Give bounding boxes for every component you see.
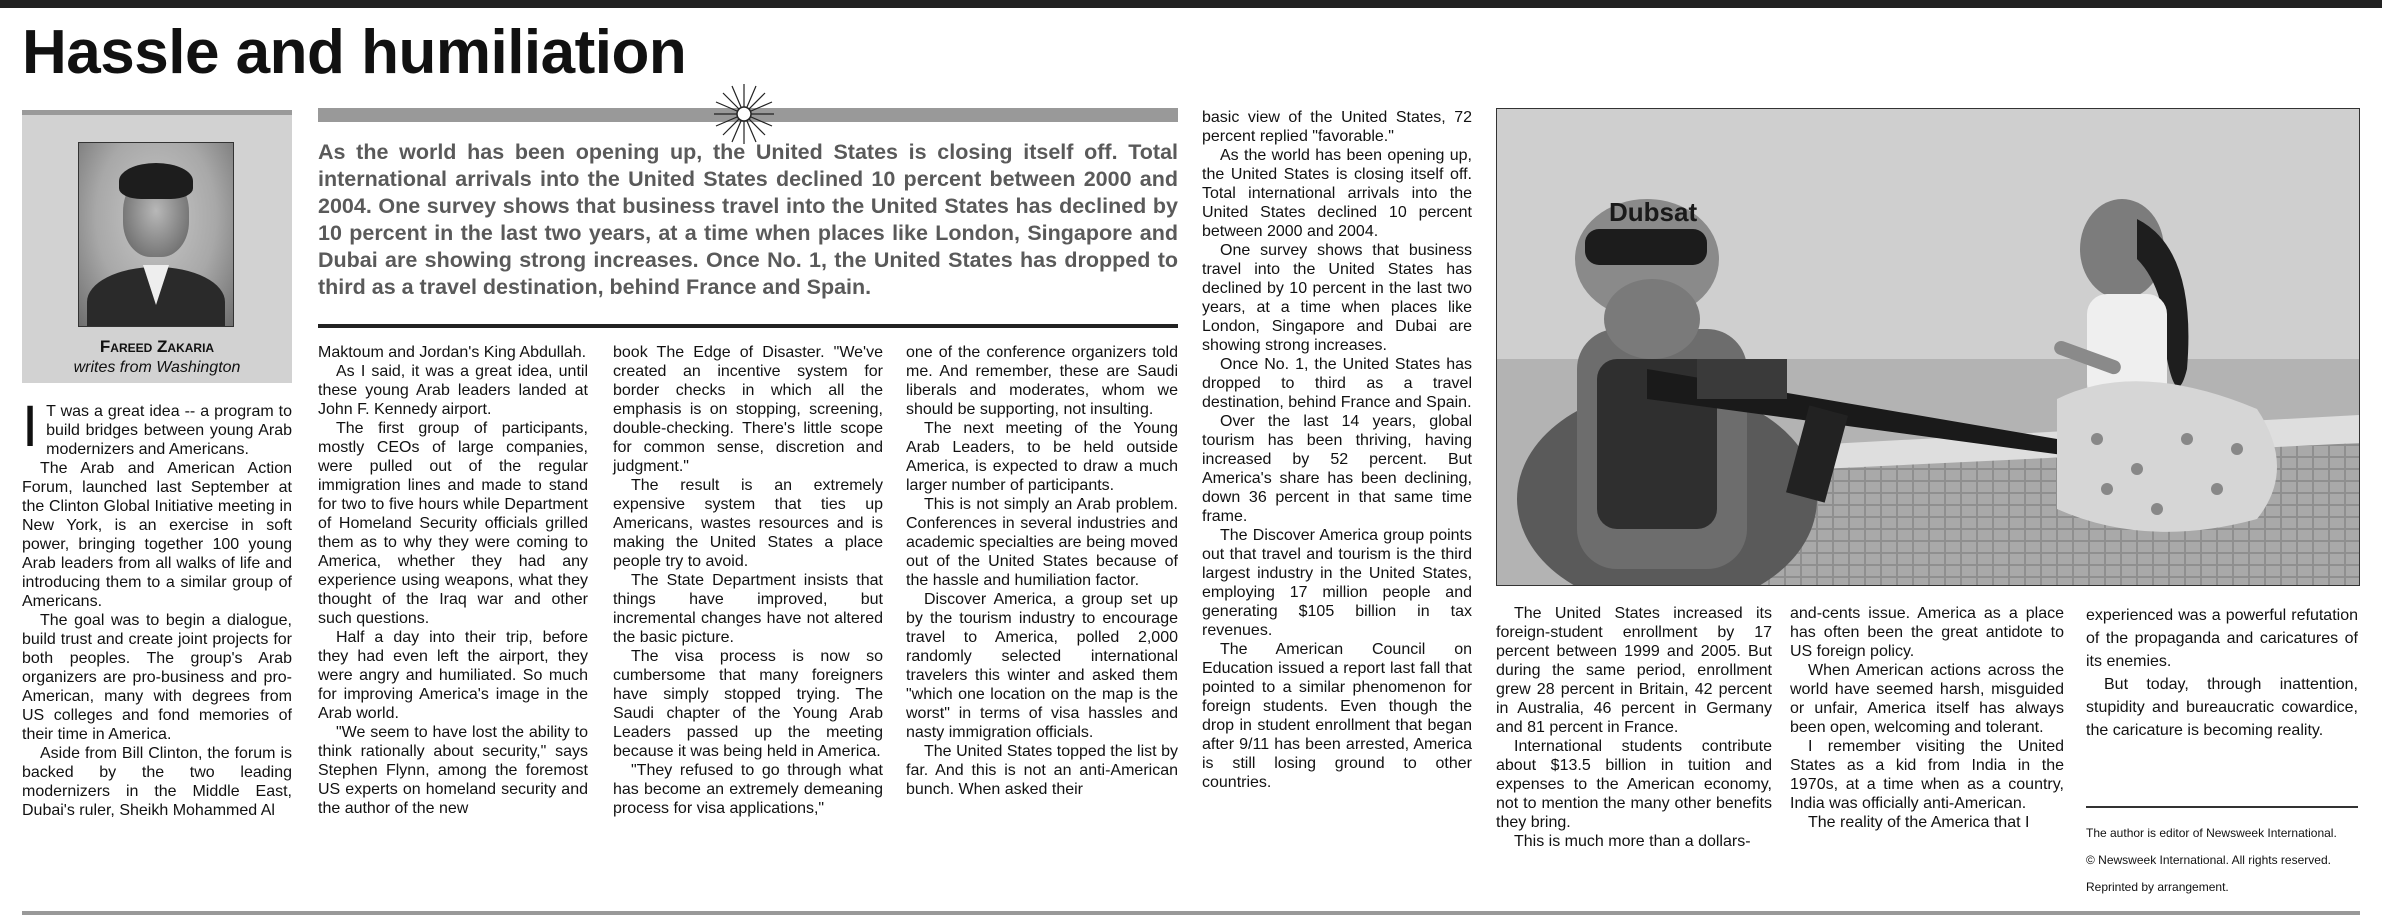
helmet-text: Dubsat	[1609, 197, 1698, 227]
paragraph: "We seem to have lost the ability to think rationally about security," says Stephen Flynn, among the foremost US experts on homeland security and the author of the new	[318, 724, 588, 817]
paragraph: Once No. 1, the United States has dropped to third as a travel destination, behind France and Spain.	[1202, 356, 1472, 411]
paragraph: Discover America, a group set up by the tourism industry to encourage travel to America, polled 2,000 randomly selected international travelers this winter and asked them "which one location on the map is the worst" in terms of visa hassles and nasty immigration officials.	[906, 591, 1178, 741]
paragraph: The visa process is now so cumbersome that many foreigners have simply stopped trying. The Saudi chapter of the Young Arab Leaders passed up the meeting because it was being held in America.	[613, 648, 883, 760]
paragraph: This is not simply an Arab problem. Conferences in several industries and academic specialties are being moved out of the United States because of the hassle and humiliation factor.	[906, 496, 1178, 589]
paragraph: The reality of the America that I	[1808, 814, 2030, 831]
author-name: Fareed Zakaria	[99, 337, 215, 356]
paragraph: As I said, it was a great idea, until these young Arab leaders landed at John F. Kennedy airport.	[318, 363, 588, 418]
article-column-7	[1790, 604, 2064, 832]
author-photo	[78, 142, 234, 327]
paragraph: Over the last 14 years, global tourism has been thriving, having increased by 52 percent. But America's share has been declining, down 36 percent in that same time frame.	[1202, 413, 1472, 525]
headline: Hassle and humiliation	[22, 18, 687, 87]
reprint-note: Reprinted by arrangement.	[2086, 880, 2229, 894]
article-column-8	[2086, 604, 2358, 742]
paragraph: But today, through inattention, stupidity and bureaucratic cowardice, the caricature is becoming reality.	[2086, 676, 2358, 739]
paragraph: One survey shows that business travel into the United States has declined by 10 percent in the last two years, at a time when places like London, Singapore and Dubai are showing strong increases.	[1202, 242, 1472, 354]
paragraph: T was a great idea -- a program to build bridges between young Arab modernizers and Americans.	[46, 403, 292, 458]
paragraph: basic view of the United States, 72 percent replied "favorable."	[1202, 109, 1472, 145]
author-box	[22, 110, 292, 383]
dropcap: I	[22, 394, 39, 459]
paragraph: The goal was to begin a dialogue, build trust and create joint projects for both peoples. The group's Arab organizers are pro-business and pro-American, many with degrees from US colleges and fond memories of their time in America.	[22, 612, 292, 743]
paragraph: I remember visiting the United States as a kid from India in the 1970s, at a time when as a country, India was officially anti-American.	[1790, 738, 2064, 812]
paragraph: As the world has been opening up, the United States is closing itself off. Total international arrivals into the United States declined 10 percent between 2000 and 2004.	[1202, 147, 1472, 240]
paragraph: one of the conference organizers told me. And remember, these are Saudi liberals and moderates, whom we should be supporting, not insulting.	[906, 344, 1178, 418]
paragraph: The American Council on Education issued a report last fall that pointed to a similar phenomenon for foreign students. Even though the drop in student enrollment that began after 9/11 has been arrested, America is still losing ground to other countries.	[1202, 641, 1472, 791]
paragraph: This is much more than a dollars-	[1514, 833, 1751, 850]
article-column-4	[906, 343, 1178, 799]
article-column-2	[318, 343, 588, 818]
paragraph: The United States increased its foreign-student enrollment by 17 percent between 1999 and 2005. But during the same period, enrollment grew 28 percent in Britain, 42 percent in Australia, 46 percent in Germany and 81 percent in France.	[1496, 605, 1772, 736]
starburst-icon	[712, 82, 776, 146]
pullquote: As the world has been opening up, the United States is closing itself off. Total international arrivals into the United States declined 10 percent between 2000 and 2004. One survey shows that business travel into the United States has declined by 10 percent in the last two years, at a time when places like London, Singapore and Dubai are showing strong increases. Once No. 1, the United States has dropped to third as a travel destination, behind France and Spain.	[318, 140, 1178, 299]
paragraph: Aside from Bill Clinton, the forum is backed by the two leading modernizers in the Middle East, Dubai's ruler, Sheikh Mohammed Al	[22, 745, 292, 819]
paragraph: "They refused to go through what has become an extremely demeaning process for visa applications,"	[613, 762, 883, 817]
paragraph: The United States topped the list by far. And this is not an anti-American bunch. When asked their	[906, 743, 1178, 798]
paragraph: Maktoum and Jordan's King Abdullah.	[318, 344, 587, 361]
paragraph: experienced was a powerful refutation of the propaganda and caricatures of its enemies.	[2086, 607, 2358, 670]
article-column-5	[1202, 108, 1472, 792]
paragraph: When American actions across the world have seemed harsh, misguided or unfair, America itself has always been open, welcoming and tolerant.	[1790, 662, 2064, 736]
copyright-note: © Newsweek International. All rights reserved.	[2086, 853, 2331, 867]
paragraph: Half a day into their trip, before they had even left the airport, they were angry and humiliated. So much for improving America's image in the Arab world.	[318, 629, 588, 722]
article-column-3	[613, 343, 883, 818]
paragraph: The first group of participants, mostly CEOs of large companies, were pulled out of the regular immigration lines and made to stand for two to five hours while Department of Homeland Security officials grilled them as to why they were coming to America, whether they had any experience using weapons, what they thought of the Iraq war and other such questions.	[318, 420, 588, 627]
article-column-1	[22, 394, 292, 820]
paragraph: The result is an extremely expensive system that ties up Americans, wastes resources and is making the United States a place people try to avoid.	[613, 477, 883, 570]
paragraph: The next meeting of the Young Arab Leaders, to be held outside America, is expected to draw a much larger number of participants.	[906, 420, 1178, 494]
article-column-6	[1496, 604, 1772, 851]
paragraph: International students contribute about $13.5 billion in tuition and expenses to the American economy, not to mention the many other benefits they bring.	[1496, 738, 1772, 831]
footnote-rule	[2086, 806, 2358, 808]
paragraph: book The Edge of Disaster. "We've created an incentive system for border checks in which all the emphasis is on stopping, screening, double-checking. There's little scope for common sense, discretion and judgment."	[613, 344, 883, 475]
paragraph: The Discover America group points out that travel and tourism is the third largest industry in the United States, employing 17 million people and generating $105 billion in tax revenues.	[1202, 527, 1472, 639]
author-subtitle: writes from Washington	[73, 359, 241, 376]
paragraph: The Arab and American Action Forum, launched last September at the Clinton Global Initiative meeting in New York, is an exercise in soft power, bringing together 100 young Arab leaders from all walks of life and introducing them to a similar group of Americans.	[22, 460, 292, 610]
pullquote-bottom-rule	[318, 324, 1178, 328]
paragraph: The State Department insists that things have improved, but incremental changes have not altered the basic picture.	[613, 572, 883, 646]
top-rule	[0, 0, 2382, 8]
author-note: The author is editor of Newsweek International.	[2086, 826, 2337, 840]
news-photo	[1496, 108, 2360, 586]
paragraph: and-cents issue. America as a place has often been the great antidote to US foreign policy.	[1790, 605, 2064, 660]
bottom-rule	[22, 911, 2360, 915]
soldier-and-girl-photo-icon	[1497, 109, 2359, 585]
